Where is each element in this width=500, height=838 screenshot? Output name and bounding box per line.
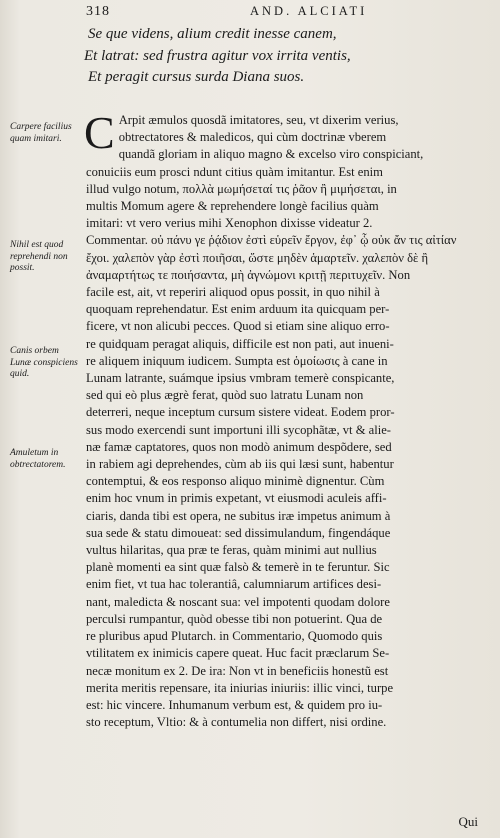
text-line: re quidquam peragat aliquis, difficile est non pati, aut inueni-	[86, 336, 394, 351]
text-line: Commentar. οὐ πάνυ γε ῥᾴδιον ἐστὶ εὑρεῖν ἔργον, ἐφ᾽ ᾧ οὐκ ἄν τις αἰτίαν	[86, 233, 457, 248]
text-line: facile est, ait, vt reperiri aliquod opus possit, in quo nihil à	[86, 285, 380, 300]
text-line: multis Momum agere & reprehendere longè facilius quàm	[86, 199, 379, 214]
text-line: deterreri, neque inceptum cursum sistere videat. Eodem pror-	[86, 405, 395, 420]
text-line: vtilitatem ex inimicis capere queat. Huc facit præclarum Se-	[86, 646, 390, 661]
text-line: ἔχοι. χαλεπὸν γὰρ ἐστὶ ποιῆσαι, ὥστε μηδὲν ἁμαρτεῖν. χαλεπὸν δὲ ἢ	[86, 250, 429, 265]
catchword: Qui	[458, 814, 478, 829]
text-line: sua sede & statu dimoueat: sed dissimulandum, fingendáque	[86, 525, 391, 540]
text-line: quandã gloriam in aliquo magno & excelso viro conspiciant,	[118, 147, 424, 162]
text-line: ciaris, danda tibi est opera, ne subitus iræ impetus animum à	[86, 508, 391, 523]
text-line: necæ monitum ex 2. De ira: Non vt in beneficiis honestũ est	[86, 663, 389, 678]
text-line: re pluribus apud Plutarch. in Commentario, Quomodo quis	[86, 629, 383, 644]
text-line: ἀναμαρτήτως τε ποιήσαντα, μὴ ἀγνώμονι κριτῇ περιτυχεῖν. Non	[86, 267, 411, 282]
marginal-note: Nihil est quod reprehendi non possit.	[10, 240, 68, 273]
text-line: sed qui eò plus ægrè ferat, quòd suo latratu Lunam non	[86, 388, 364, 403]
running-title: AND. ALCIATI	[250, 4, 368, 18]
page-number: 318	[86, 4, 110, 19]
text-line: contemptui, & eos responso aliquo minimè dignentur. Cùm	[86, 474, 385, 489]
text-line: enim hoc vnum in primis expetant, vt eiusmodi aculeis affi-	[86, 491, 387, 506]
text-line: est: hic vincere. Inhumanum verbum est, & quidem pro iu-	[86, 697, 383, 712]
text-line: nant, maledicta & noscant sua: vel impotenti quodam dolore	[86, 594, 390, 609]
body-text	[84, 107, 484, 731]
text-line: illud vulgo notum, πολλὰ μωμήσεταί τις ῥᾶον ἢ μιμήσεται, in	[86, 181, 397, 196]
text-line: conuiciis eum prosci ndunt citius quàm imitantur. Est enim	[86, 164, 383, 179]
text-line: imitari: vt vero verius mihi Xenophon dixisse videatur 2.	[86, 216, 373, 231]
drop-capital: C	[84, 107, 115, 158]
text-line: perculsi rumpantur, quòd obesse tibi non potuerint. Qua de	[86, 611, 383, 626]
verse-line: Et latrat: sed frustra agitur vox irrita ventis,	[84, 47, 351, 64]
text-line: næ famæ captatores, quos non modò animum despõdere, sed	[86, 439, 392, 454]
text-line: re aliquem iniquum iudicem. Sumpta est ὁμοίωσις à cane in	[86, 353, 388, 368]
text-line: in rabiem agi deprehendes, cùm ab iis qui læsi sunt, habentur	[86, 457, 394, 472]
text-line: sto receptum, Vltio: & à contumelia non differt, nisi ordine.	[86, 715, 387, 730]
text-line: quoquam reprehendatur. Est enim arduum ita quicquam per-	[86, 302, 390, 317]
verse-line: Se que videns, alium credit inesse canem,	[88, 26, 337, 42]
marginal-note: Carpere facilius quam imitari.	[10, 122, 72, 144]
marginal-note: Canis orbem Lunæ conspiciens quid.	[10, 346, 78, 379]
text-line: merita meritis repensare, ita iniurias iniuriis: illic vinci, turpe	[86, 680, 394, 695]
text-line: Lunam latrante, suámque ipsius vmbram temerè conspicante,	[86, 371, 395, 386]
text-line: planè momenti ea sint quæ falsò & temerè in te feruntur. Sic	[86, 560, 390, 575]
text-line: vultus hilaritas, qua præ te feras, quàm minimi aut nullius	[86, 543, 377, 558]
verse-block	[84, 24, 484, 89]
verse-line: Et peragit cursus surda Diana suos.	[88, 69, 305, 85]
marginal-note: Amuletum in obtrectatorem.	[10, 448, 66, 470]
text-line: sus modo exercendi sunt importuni illi sycophãtæ, vt & alie-	[86, 422, 392, 437]
text-line: enim fiet, vt tua hac tolerantiâ, calumniarum artifices desi-	[86, 577, 382, 592]
text-line: obtrectatores & maledicos, qui cùm doctrinæ vberem	[118, 130, 387, 145]
running-header	[86, 4, 486, 22]
text-line: Arpit æmulos quosdã imitatores, seu, vt dixerim verius,	[118, 113, 399, 127]
text-line: ficere, vt non alicubi pecces. Quod si etiam sine aliquo erro-	[86, 319, 390, 334]
